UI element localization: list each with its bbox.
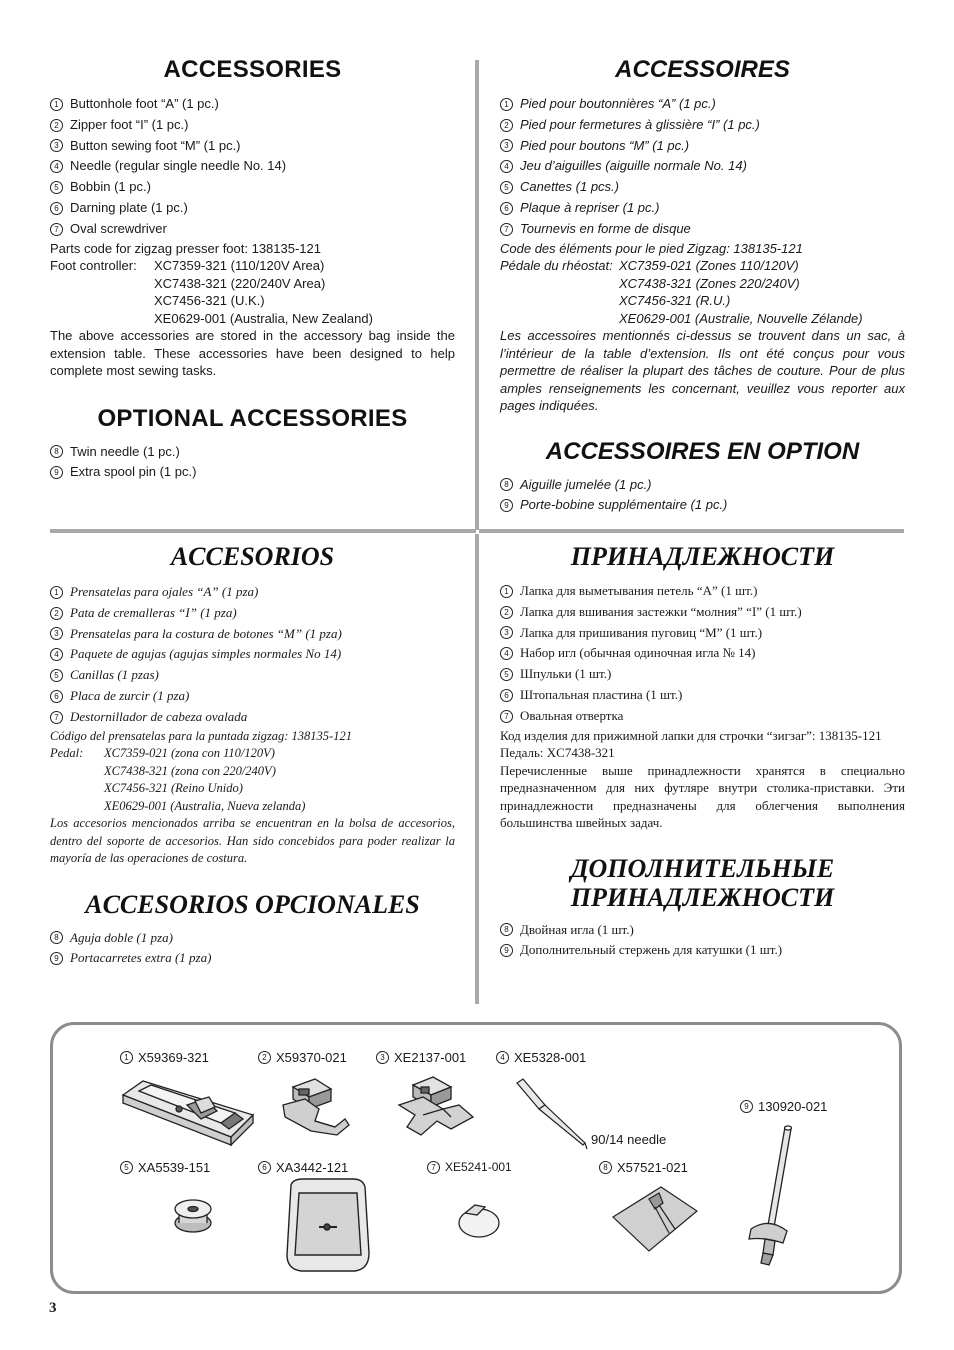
item-number: 3 <box>500 626 513 639</box>
list-item <box>500 475 905 496</box>
item-text: Дополнительный стержень для катушки (1 шт.) <box>520 942 783 958</box>
part-label <box>376 1050 466 1065</box>
foot-code: XE0629-001 (Australia, New Zealand) <box>154 310 373 326</box>
button-sewing-foot-image <box>393 1075 477 1141</box>
darning-plate-image <box>281 1177 373 1275</box>
item-number: 6 <box>50 690 63 703</box>
storage-paragraph: Les accessoires mentionnés ci-dessus se trouvent dans un sac, à l’intérieur de la table d’extension. Ils ont été conçus pour vous permettre de réaliser la plupart des tâches de couture. Pour de plus amples renseignements les concernant, veuillez vous reporter aux pages indiquées. <box>500 328 905 414</box>
foot-code: XC7359-021 (zona con 110/120V) <box>104 746 275 761</box>
item-text: Portacarretes extra (1 pza) <box>70 950 212 966</box>
item-text: Лапка для вшивания застежки “молния” “I” (1 шт.) <box>520 603 802 619</box>
bobbin-image <box>171 1195 215 1237</box>
french-section <box>500 50 905 516</box>
optional-list <box>50 442 455 484</box>
part-label <box>427 1160 512 1174</box>
list-item <box>500 664 905 685</box>
item-number: 5 <box>120 1161 133 1174</box>
part-label <box>599 1160 688 1175</box>
part-code: X57521-021 <box>617 1160 688 1175</box>
item-text: Овальная отвертка <box>520 707 624 723</box>
twin-needle-image <box>609 1177 701 1255</box>
item-text: Tournevis en forme de disque <box>520 220 691 236</box>
part-label <box>258 1050 347 1065</box>
foot-code: XC7438-321 (zona con 220/240V) <box>104 763 276 778</box>
part-code: XA3442-121 <box>276 1160 349 1175</box>
horizontal-divider-right <box>479 529 904 533</box>
item-number: 4 <box>500 647 513 660</box>
horizontal-divider-left <box>50 529 476 533</box>
list-item <box>50 198 455 219</box>
list-item <box>500 177 905 198</box>
list-item <box>50 136 455 157</box>
item-text: Porte-bobine supplémentaire (1 pc.) <box>520 497 728 513</box>
item-number: 2 <box>500 606 513 619</box>
foot-code: XE0629-001 (Australia, Nueva zelanda) <box>104 798 306 813</box>
list-item <box>500 602 905 623</box>
list-item <box>50 462 455 483</box>
item-text: Placa de zurcir (1 pza) <box>70 687 190 703</box>
spool-pin-image <box>743 1121 813 1271</box>
item-number: 2 <box>50 607 63 620</box>
list-item <box>500 706 905 727</box>
item-text: Paquete de agujas (agujas simples normales No 14) <box>70 646 342 662</box>
optional-list <box>50 928 455 970</box>
storage-paragraph: Перечисленные выше принадлежности хранятся в специально предназначенном для них футляре внутри столика-приставки. Эти принадлежности предназначены для облегчения выполнения большинства швейных задач. <box>500 762 905 831</box>
optional-title: ACCESORIOS OPCIONALES <box>85 889 420 919</box>
item-number: 7 <box>50 223 63 236</box>
part-code: X59370-021 <box>276 1050 347 1065</box>
optional-title-line-2: ПРИНАДЛЕЖНОСТИ <box>570 882 835 912</box>
screwdriver-image <box>455 1201 505 1243</box>
item-number: 3 <box>50 139 63 152</box>
item-text: Штопальная пластина (1 шт.) <box>520 686 683 702</box>
foot-controller-label: Pedal: <box>50 746 84 761</box>
foot-controller-codes <box>50 745 455 815</box>
item-number: 9 <box>500 499 513 512</box>
list-item <box>500 219 905 240</box>
item-text: Buttonhole foot “A” (1 pc.) <box>70 96 219 111</box>
list-item <box>500 920 905 941</box>
foot-controller-codes <box>50 257 455 327</box>
part-label <box>740 1099 827 1114</box>
item-number: 2 <box>500 119 513 132</box>
accessory-list <box>50 94 455 240</box>
item-text: Oval screwdriver <box>70 220 167 236</box>
item-text: Jeu d’aiguilles (aiguille normale No. 14) <box>520 158 747 174</box>
item-text: Двойная игла (1 шт.) <box>520 921 634 937</box>
item-text: Canillas (1 pzas) <box>70 667 159 683</box>
item-text: Pied pour boutonnières “A” (1 pc.) <box>520 96 716 111</box>
optional-title-line-1: ДОПОЛНИТЕЛЬНЫЕ <box>570 853 835 883</box>
english-section <box>50 50 455 483</box>
item-text: Bobbin (1 pc.) <box>70 179 151 195</box>
item-text: Darning plate (1 pc.) <box>70 199 188 215</box>
item-number: 3 <box>500 139 513 152</box>
item-number: 7 <box>50 711 63 724</box>
storage-paragraph: The above accessories are stored in the accessory bag inside the extension table. These accessories have been designed to help complete most sewing tasks. <box>50 328 455 379</box>
item-number: 5 <box>500 668 513 681</box>
foot-code: XC7456-321 (R.U.) <box>619 293 731 309</box>
part-code: XE5241-001 <box>445 1160 512 1174</box>
optional-list <box>500 475 905 517</box>
foot-code: XC7359-321 (110/120V Area) <box>154 258 325 274</box>
storage-paragraph: Los accesorios mencionados arriba se encuentran en la bolsa de accesorios, dentro del soporte de accesorios. Han sido concebidos para poder realizar la mayoría de las operaciones de costura. <box>50 816 455 866</box>
item-text: Pied pour boutons “M” (1 pc.) <box>520 137 690 153</box>
russian-section <box>500 540 905 961</box>
item-text: Шпульки (1 шт.) <box>520 666 612 682</box>
vertical-divider-bottom <box>475 534 479 1004</box>
parts-code: Код изделия для прижимной лапки для строчки “зигзаг”: 138135-121 <box>500 727 882 743</box>
foot-code: XC7438-321 (Zones 220/240V) <box>619 275 800 291</box>
part-code: 130920-021 <box>758 1099 828 1114</box>
list-item <box>500 198 905 219</box>
list-item <box>50 928 455 949</box>
item-text: Zipper foot “I” (1 pc.) <box>70 116 189 132</box>
list-item <box>50 644 455 665</box>
item-number: 6 <box>258 1161 271 1174</box>
item-number: 1 <box>500 98 513 111</box>
parts-code: Código del prensatelas para la puntada zigzag: 138135-121 <box>50 728 352 743</box>
item-number: 9 <box>50 952 63 965</box>
part-label <box>496 1050 586 1065</box>
item-number: 6 <box>500 689 513 702</box>
list-item <box>500 495 905 516</box>
item-number: 7 <box>427 1161 440 1174</box>
item-number: 4 <box>50 648 63 661</box>
list-item <box>50 156 455 177</box>
item-text: Prensatelas para la costura de botones “M” (1 pza) <box>70 625 342 641</box>
item-text: Extra spool pin (1 pc.) <box>70 464 197 480</box>
item-number: 5 <box>50 181 63 194</box>
foot-controller-label: Pédale du rhéostat: <box>500 258 613 274</box>
optional-list <box>500 920 905 962</box>
item-number: 4 <box>50 160 63 173</box>
item-number: 7 <box>500 710 513 723</box>
item-number: 6 <box>50 202 63 215</box>
list-item <box>50 94 455 115</box>
item-number: 1 <box>50 586 63 599</box>
accessory-list <box>500 94 905 240</box>
section-title: ACCESORIOS <box>170 542 335 571</box>
item-text: Plaque à repriser (1 pc.) <box>520 199 660 215</box>
item-text: Лапка для пришивания пуговиц “M” (1 шт.) <box>520 624 763 640</box>
list-item <box>50 177 455 198</box>
accessories-illustration-panel <box>50 1022 902 1294</box>
item-number: 8 <box>500 478 513 491</box>
item-number: 9 <box>50 466 63 479</box>
item-text: Aguja doble (1 pza) <box>70 929 173 945</box>
item-text: Pied pour fermetures à glissière “I” (1 pc.) <box>520 116 760 132</box>
accessory-list <box>50 582 455 728</box>
item-text: Canettes (1 pcs.) <box>520 179 619 195</box>
item-number: 8 <box>50 445 63 458</box>
list-item <box>500 643 905 664</box>
item-text: Needle (regular single needle No. 14) <box>70 158 287 174</box>
foot-code: XC7456-321 (U.K.) <box>154 293 265 309</box>
item-number: 9 <box>500 944 513 957</box>
item-number: 1 <box>120 1051 133 1064</box>
list-item <box>50 219 455 240</box>
part-label <box>120 1050 209 1065</box>
foot-controller-label: Foot controller: <box>50 258 137 274</box>
list-item <box>50 624 455 645</box>
item-number: 2 <box>50 119 63 132</box>
item-text: Лапка для выметывания петель “A” (1 шт.) <box>520 583 758 598</box>
optional-title: OPTIONAL ACCESSORIES <box>97 404 408 432</box>
foot-code: XC7359-021 (Zones 110/120V) <box>619 258 799 274</box>
item-number: 1 <box>50 98 63 111</box>
list-item <box>500 623 905 644</box>
item-number: 9 <box>740 1100 753 1113</box>
pedal-code: Педаль: XC7438-321 <box>500 745 615 761</box>
accessory-list <box>500 581 905 727</box>
item-number: 8 <box>50 931 63 944</box>
item-text: Набор игл (обычная одиночная игла № 14) <box>520 645 756 661</box>
item-number: 7 <box>500 223 513 236</box>
part-code: XE5328-001 <box>514 1050 587 1065</box>
item-number: 1 <box>500 585 513 598</box>
parts-code: Parts code for zigzag presser foot: 138135-121 <box>50 240 321 256</box>
item-number: 8 <box>599 1161 612 1174</box>
item-number: 5 <box>50 669 63 682</box>
section-title: ПРИНАДЛЕЖНОСТИ <box>570 542 835 571</box>
foot-code: XE0629-001 (Australie, Nouvelle Zélande) <box>619 310 863 326</box>
parts-code: Code des éléments pour le pied Zigzag: 138135-121 <box>500 240 803 256</box>
item-number: 2 <box>258 1051 271 1064</box>
item-text: Pata de cremalleras “I” (1 pza) <box>70 604 237 620</box>
list-item <box>50 582 455 603</box>
item-number: 3 <box>376 1051 389 1064</box>
part-label <box>258 1160 348 1175</box>
zipper-foot-image <box>275 1075 355 1137</box>
foot-code: XC7438-321 (220/240V Area) <box>154 275 326 291</box>
part-code: XE2137-001 <box>394 1050 467 1065</box>
part-label <box>120 1160 210 1175</box>
item-number: 8 <box>500 923 513 936</box>
part-code: XA5539-151 <box>138 1160 211 1175</box>
item-text: Prensatelas para ojales “A” (1 pza) <box>70 584 259 599</box>
item-text: Button sewing foot “M” (1 pc.) <box>70 137 241 153</box>
item-number: 4 <box>500 160 513 173</box>
item-text: Twin needle (1 pc.) <box>70 443 180 459</box>
item-text: Destornillador de cabeza ovalada <box>70 708 248 724</box>
item-number: 3 <box>50 627 63 640</box>
list-item <box>50 442 455 463</box>
list-item <box>50 948 455 969</box>
section-title: ACCESSOIRES <box>615 56 790 83</box>
list-item <box>500 136 905 157</box>
foot-code: XC7456-321 (Reino Unido) <box>104 781 243 796</box>
list-item <box>500 940 905 961</box>
needle-image <box>511 1075 595 1151</box>
list-item <box>500 94 905 115</box>
item-number: 4 <box>496 1051 509 1064</box>
buttonhole-foot-image <box>117 1071 257 1151</box>
list-item <box>500 156 905 177</box>
item-number: 5 <box>500 181 513 194</box>
list-item <box>50 665 455 686</box>
list-item <box>50 115 455 136</box>
list-item <box>50 707 455 728</box>
item-text: Aiguille jumelée (1 pc.) <box>520 476 652 492</box>
part-code: X59369-321 <box>138 1050 209 1065</box>
spanish-section <box>50 540 455 969</box>
vertical-divider-top <box>475 60 479 530</box>
optional-title: ACCESSOIRES EN OPTION <box>545 437 860 465</box>
item-number: 6 <box>500 202 513 215</box>
list-item <box>500 685 905 706</box>
foot-controller-codes <box>500 257 905 327</box>
list-item <box>50 603 455 624</box>
list-item <box>50 686 455 707</box>
section-title: ACCESSORIES <box>163 56 342 83</box>
list-item <box>500 581 905 602</box>
page-number: 3 <box>49 1300 57 1316</box>
list-item <box>500 115 905 136</box>
needle-note: 90/14 needle <box>591 1132 667 1147</box>
